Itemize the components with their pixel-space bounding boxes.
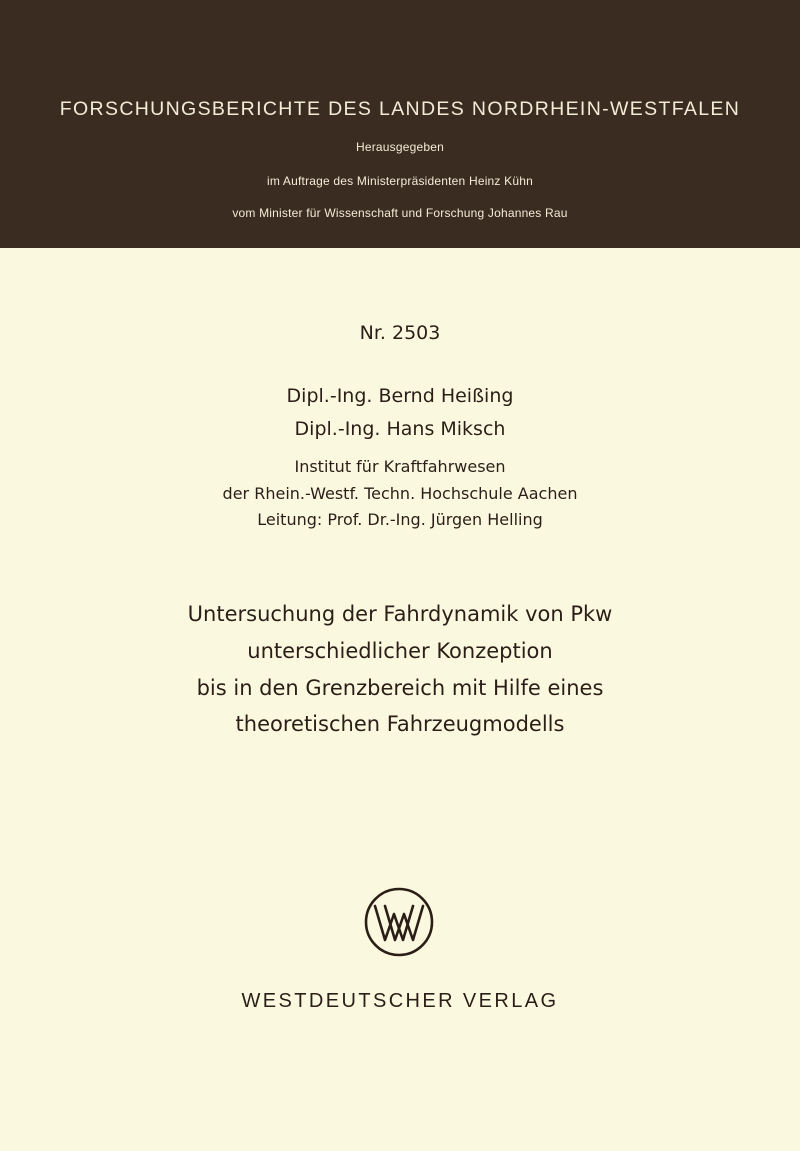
editor-line: Herausgegeben [355,140,444,154]
commission-line: im Auftrage des Ministerpräsidenten Heinz Kühn [266,174,533,188]
institute-director: Leitung: Prof. Dr.-Ing. Jürgen Helling [257,510,543,529]
institute-name: Institut für Kraftfahrwesen [294,457,506,476]
ministry-line: vom Minister für Wissenschaft und Forschung Johannes Rau [232,206,568,220]
report-number: Nr. 2503 [359,322,441,344]
book-title-line-3: bis in den Grenzbereich mit Hilfe eines [196,676,604,700]
author-1: Dipl.-Ing. Bernd Heißing [286,385,514,407]
book-title-line-2: unterschiedlicher Konzeption [247,639,553,663]
header-band [0,0,800,248]
publisher-ww-logo-icon [363,886,435,958]
institute-university: der Rhein.-Westf. Techn. Hochschule Aachen [222,484,578,503]
publisher-name: WESTDEUTSCHER VERLAG [241,990,559,1012]
author-2: Dipl.-Ing. Hans Miksch [294,418,506,440]
series-title: FORSCHUNGSBERICHTE DES LANDES NORDRHEIN-WESTFALEN [59,98,741,120]
book-title-line-1: Untersuchung der Fahrdynamik von Pkw [187,602,613,626]
book-title-line-4: theoretischen Fahrzeugmodells [235,712,565,736]
